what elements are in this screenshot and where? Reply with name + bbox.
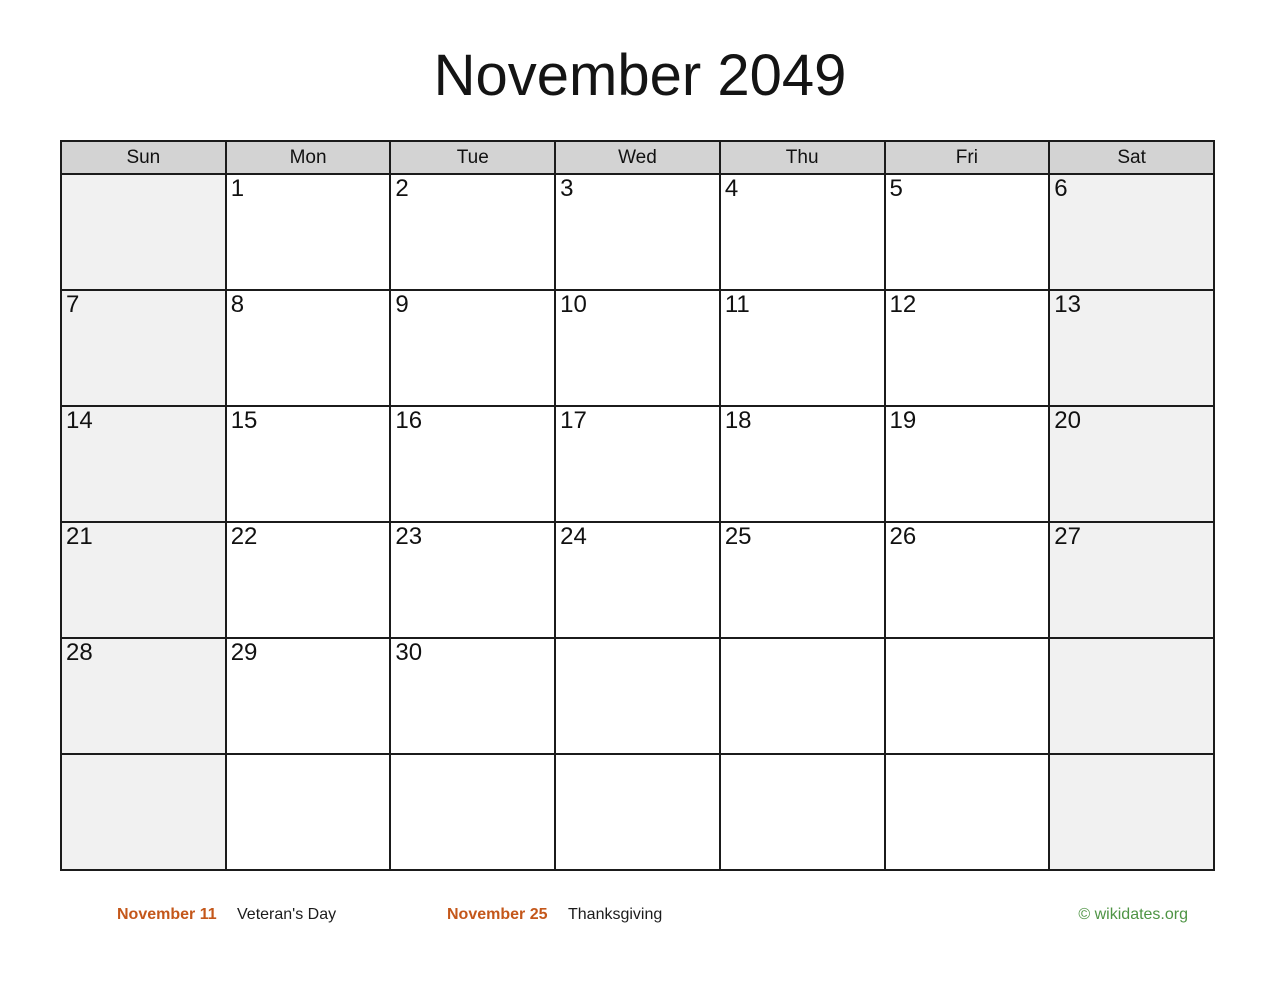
day-cell: [555, 754, 720, 870]
day-cell: 23: [390, 522, 555, 638]
day-cell: 22: [226, 522, 391, 638]
page-title: November 2049: [433, 43, 847, 108]
day-cell: [61, 174, 226, 290]
calendar-header-row: [61, 141, 1214, 174]
holiday-name: Thanksgiving: [568, 906, 663, 923]
day-cell: 7: [61, 290, 226, 406]
day-cell: 14: [61, 406, 226, 522]
day-cell: [226, 754, 391, 870]
day-cell: 28: [61, 638, 226, 754]
day-cell: [720, 754, 885, 870]
day-header-thu: Thu: [720, 141, 885, 174]
day-cell: 16: [390, 406, 555, 522]
day-cell: [1049, 638, 1214, 754]
day-cell: 27: [1049, 522, 1214, 638]
day-header-sun: Sun: [61, 141, 226, 174]
day-cell: [1049, 754, 1214, 870]
day-cell: 19: [885, 406, 1050, 522]
week-row-3: [61, 406, 1214, 522]
day-cell: 8: [226, 290, 391, 406]
day-cell: 3: [555, 174, 720, 290]
week-row-5: [61, 638, 1214, 754]
day-cell: 13: [1049, 290, 1214, 406]
day-cell: [61, 754, 226, 870]
day-cell: 12: [885, 290, 1050, 406]
week-row-6: [61, 754, 1214, 870]
holiday-name: Veteran's Day: [237, 906, 337, 923]
day-cell: 26: [885, 522, 1050, 638]
day-header-sat: Sat: [1049, 141, 1214, 174]
day-cell: 10: [555, 290, 720, 406]
day-cell: [555, 638, 720, 754]
day-header-fri: Fri: [885, 141, 1050, 174]
day-cell: 18: [720, 406, 885, 522]
day-header-tue: Tue: [390, 141, 555, 174]
day-cell: 5: [885, 174, 1050, 290]
day-cell: 2: [390, 174, 555, 290]
day-cell: 11: [720, 290, 885, 406]
day-cell: 30: [390, 638, 555, 754]
day-cell: 21: [61, 522, 226, 638]
day-cell: [720, 638, 885, 754]
day-cell: 6: [1049, 174, 1214, 290]
day-cell: [885, 638, 1050, 754]
day-cell: 20: [1049, 406, 1214, 522]
day-cell: 25: [720, 522, 885, 638]
week-row-1: [61, 174, 1214, 290]
day-cell: 1: [226, 174, 391, 290]
day-cell: [885, 754, 1050, 870]
day-cell: 29: [226, 638, 391, 754]
day-cell: 4: [720, 174, 885, 290]
day-header-wed: Wed: [555, 141, 720, 174]
day-cell: 15: [226, 406, 391, 522]
holiday-date: November 25: [447, 906, 548, 923]
week-row-4: [61, 522, 1214, 638]
day-cell: 24: [555, 522, 720, 638]
day-cell: 17: [555, 406, 720, 522]
holiday-date: November 11: [117, 906, 217, 923]
copyright-link[interactable]: © wikidates.org: [1078, 906, 1188, 923]
day-cell: 9: [390, 290, 555, 406]
week-row-2: [61, 290, 1214, 406]
month-calendar-table: [60, 140, 1215, 871]
day-header-mon: Mon: [226, 141, 391, 174]
day-cell: [390, 754, 555, 870]
